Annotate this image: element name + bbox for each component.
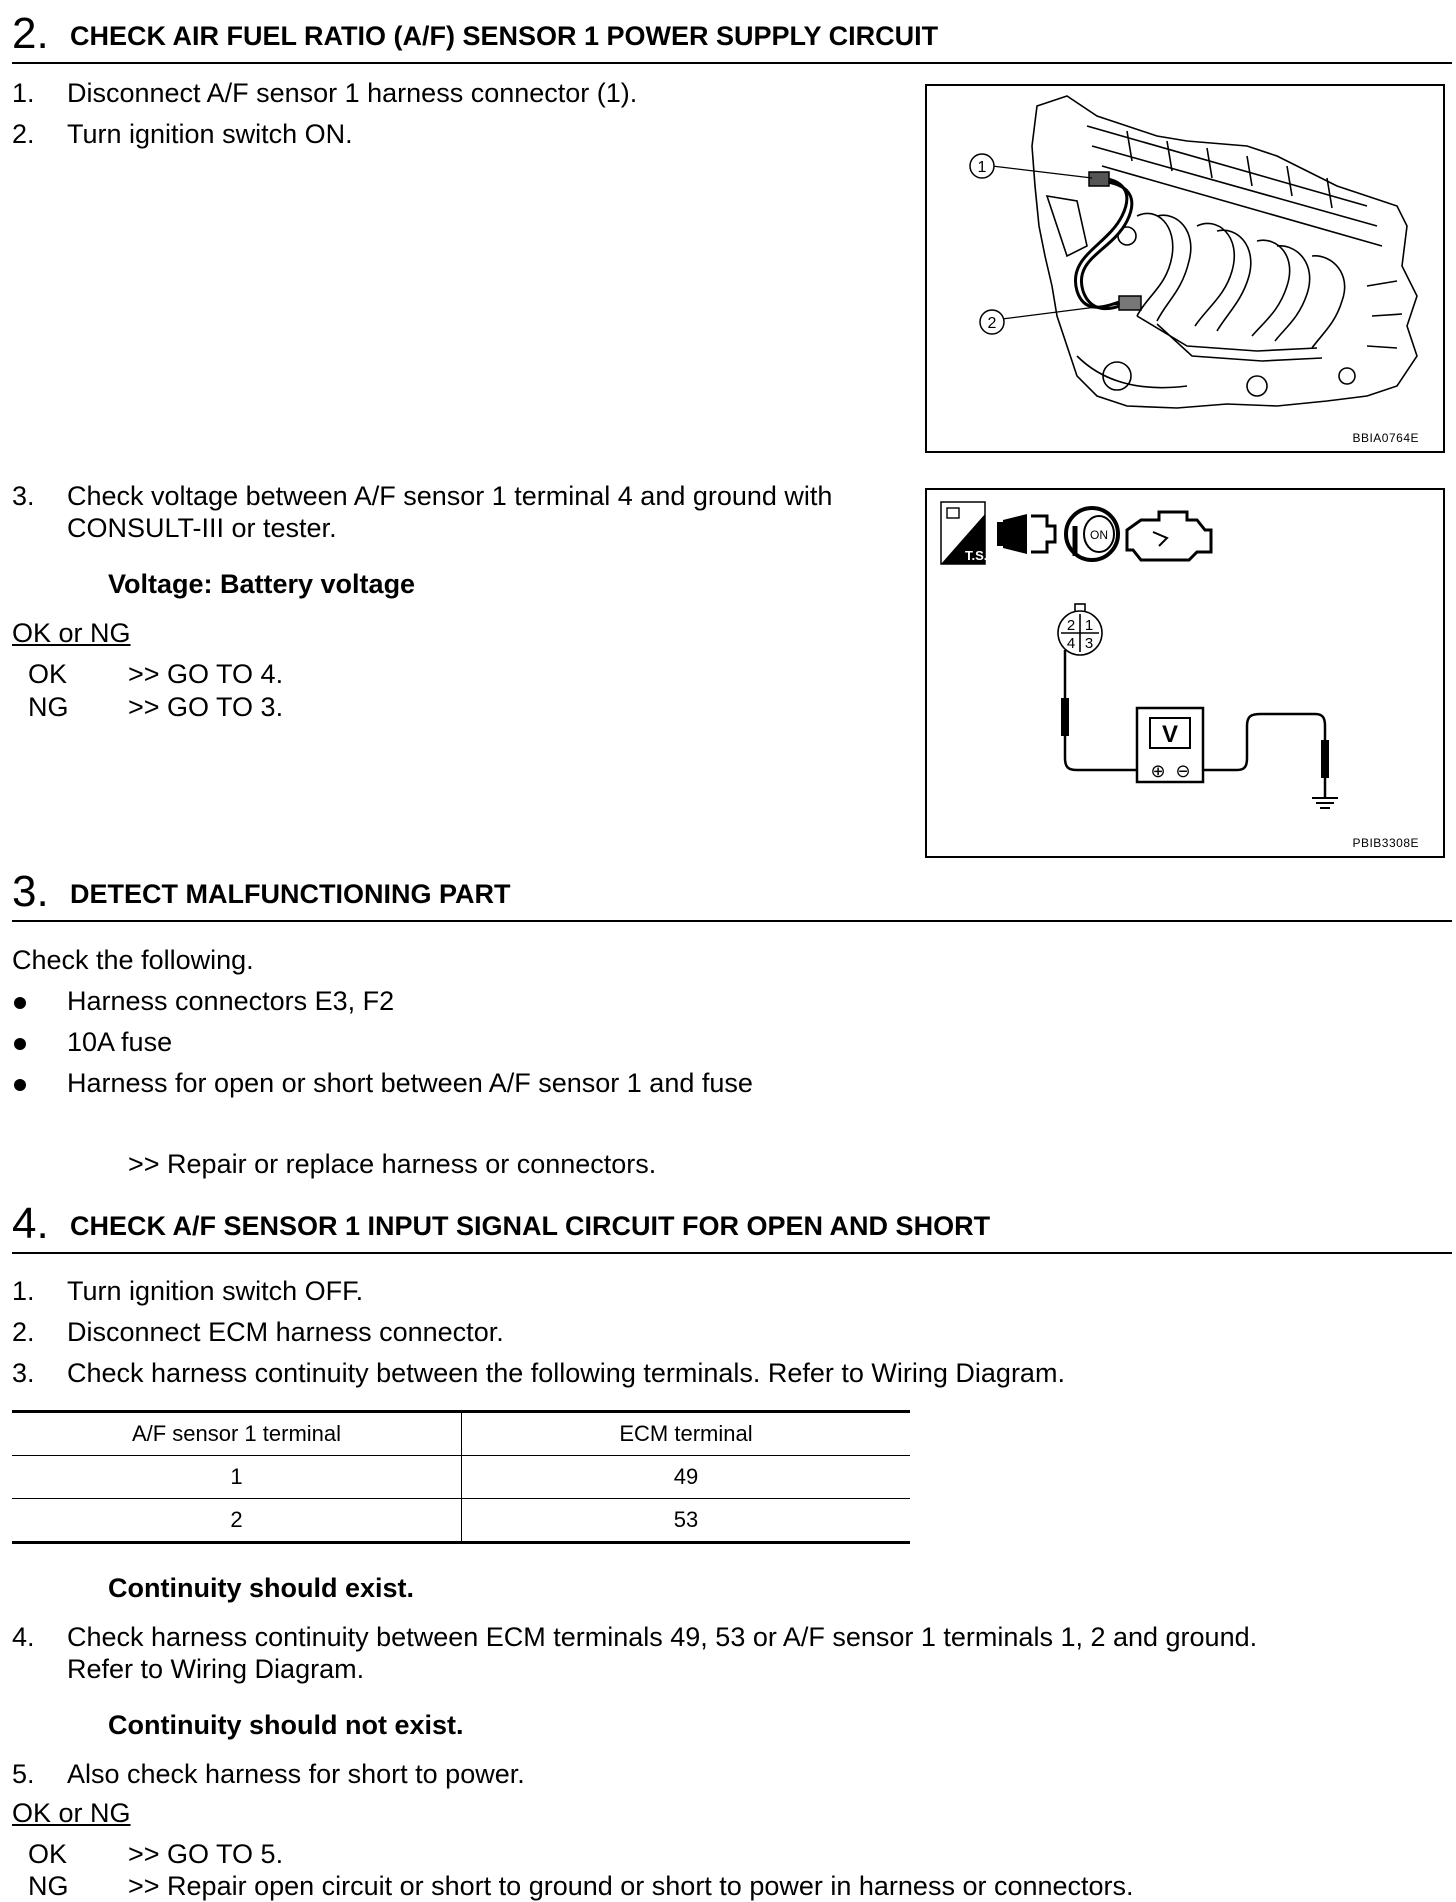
check-item: Harness for open or short between A/F sensor 1 and fuse bbox=[67, 1068, 753, 1098]
table-cell: 49 bbox=[462, 1456, 911, 1499]
voltmeter bbox=[1137, 708, 1203, 782]
engine-exhaust-manifold-drawing bbox=[927, 86, 1443, 451]
section-4-header bbox=[12, 1192, 1452, 1254]
step-text-continued: CONSULT-III or tester. bbox=[67, 513, 337, 543]
step-text: Disconnect ECM harness connector. bbox=[67, 1317, 504, 1347]
bullet-dot bbox=[14, 1038, 26, 1050]
check-item: Harness connectors E3, F2 bbox=[67, 986, 395, 1016]
pin-2: 2 bbox=[1066, 617, 1076, 634]
voltage-check-figure bbox=[925, 488, 1445, 858]
step-number: 3. bbox=[12, 1358, 35, 1388]
table-header: A/F sensor 1 terminal bbox=[12, 1412, 462, 1456]
step-number: 1. bbox=[12, 1276, 35, 1306]
ts-icon bbox=[941, 502, 987, 564]
section-number: 4. bbox=[12, 1199, 49, 1248]
ok-label: OK bbox=[28, 1839, 68, 1869]
table-header: ECM terminal bbox=[462, 1412, 911, 1456]
step-text: Also check harness for short to power. bbox=[67, 1759, 525, 1789]
step-number: 1. bbox=[12, 78, 35, 108]
ok-ng-label: OK or NG bbox=[12, 618, 131, 648]
continuity-table bbox=[12, 1410, 910, 1544]
section-3-header bbox=[12, 860, 1452, 922]
step-text: Check harness continuity between the following terminals. Refer to Wiring Diagram. bbox=[67, 1358, 1065, 1388]
check-intro: Check the following. bbox=[12, 945, 254, 975]
callout-2: 2 bbox=[987, 315, 997, 332]
section-2-header bbox=[12, 2, 1452, 64]
bullet-dot bbox=[14, 997, 26, 1009]
section-number: 2. bbox=[12, 9, 49, 58]
ignition-on-icon bbox=[1066, 508, 1118, 560]
pin-4: 4 bbox=[1066, 635, 1076, 652]
step-text: Turn ignition switch ON. bbox=[67, 119, 353, 149]
figure-code: BBIA0764E bbox=[1352, 431, 1419, 445]
ground-symbol bbox=[1312, 798, 1338, 808]
step-number: 4. bbox=[12, 1622, 35, 1652]
table-header-row bbox=[12, 1412, 910, 1456]
connector-icon bbox=[997, 514, 1055, 554]
section-title: DETECT MALFUNCTIONING PART bbox=[70, 879, 511, 909]
ok-label: OK bbox=[28, 659, 68, 689]
step-number: 2. bbox=[12, 1317, 35, 1347]
step-number: 5. bbox=[12, 1759, 35, 1789]
svg-text:⊖: ⊖ bbox=[1175, 761, 1191, 782]
table-cell: 1 bbox=[12, 1456, 462, 1499]
svg-text:⊕: ⊕ bbox=[1150, 761, 1166, 782]
ng-label: NG bbox=[28, 1871, 69, 1901]
table-cell: 53 bbox=[673, 1507, 699, 1532]
step-text: Check harness continuity between ECM terminals 49, 53 or A/F sensor 1 terminals 1, 2 and ground. bbox=[67, 1622, 1258, 1652]
section-title: CHECK A/F SENSOR 1 INPUT SIGNAL CIRCUIT FOR OPEN AND SHORT bbox=[70, 1211, 991, 1241]
step-text-continued: Refer to Wiring Diagram. bbox=[67, 1654, 365, 1684]
step-text: Check voltage between A/F sensor 1 terminal 4 and ground with bbox=[67, 481, 833, 511]
step-text: Disconnect A/F sensor 1 harness connector (1). bbox=[67, 78, 638, 108]
repair-action: >> Repair or replace harness or connectors. bbox=[128, 1149, 657, 1179]
svg-text:T.S.: T.S. bbox=[965, 548, 988, 563]
section-number: 3. bbox=[12, 867, 49, 916]
step-text: Turn ignition switch OFF. bbox=[67, 1276, 364, 1306]
table-cell: 2 bbox=[12, 1499, 462, 1543]
ng-action: >> Repair open circuit or short to ground or short to power in harness or connectors. bbox=[128, 1871, 1134, 1901]
check-item: 10A fuse bbox=[67, 1027, 173, 1057]
table-row bbox=[12, 1499, 910, 1543]
svg-text:V: V bbox=[1161, 721, 1179, 748]
pin-3: 3 bbox=[1084, 635, 1094, 652]
ok-action: >> GO TO 4. bbox=[128, 659, 284, 689]
engine-illustration-figure bbox=[925, 84, 1445, 453]
voltage-check-diagram bbox=[927, 490, 1443, 856]
sensor-connector-face bbox=[1058, 604, 1102, 655]
step-number: 2. bbox=[12, 119, 35, 149]
figure-code: PBIB3308E bbox=[1352, 836, 1419, 850]
svg-text:ON: ON bbox=[1090, 528, 1108, 542]
voltage-spec: Voltage: Battery voltage bbox=[108, 569, 416, 599]
engine-icon bbox=[1127, 512, 1211, 560]
pin-1: 1 bbox=[1084, 617, 1094, 634]
continuity-spec: Continuity should exist. bbox=[108, 1573, 415, 1603]
ng-action: >> GO TO 3. bbox=[128, 692, 284, 722]
callout-1: 1 bbox=[977, 159, 987, 176]
table-row bbox=[12, 1456, 910, 1499]
step-number: 3. bbox=[12, 481, 35, 511]
ok-action: >> GO TO 5. bbox=[128, 1839, 284, 1869]
ok-ng-label: OK or NG bbox=[12, 1798, 131, 1828]
bullet-dot bbox=[14, 1079, 26, 1091]
no-continuity-spec: Continuity should not exist. bbox=[108, 1710, 464, 1740]
section-title: CHECK AIR FUEL RATIO (A/F) SENSOR 1 POWER SUPPLY CIRCUIT bbox=[70, 21, 939, 51]
ng-label: NG bbox=[28, 692, 69, 722]
